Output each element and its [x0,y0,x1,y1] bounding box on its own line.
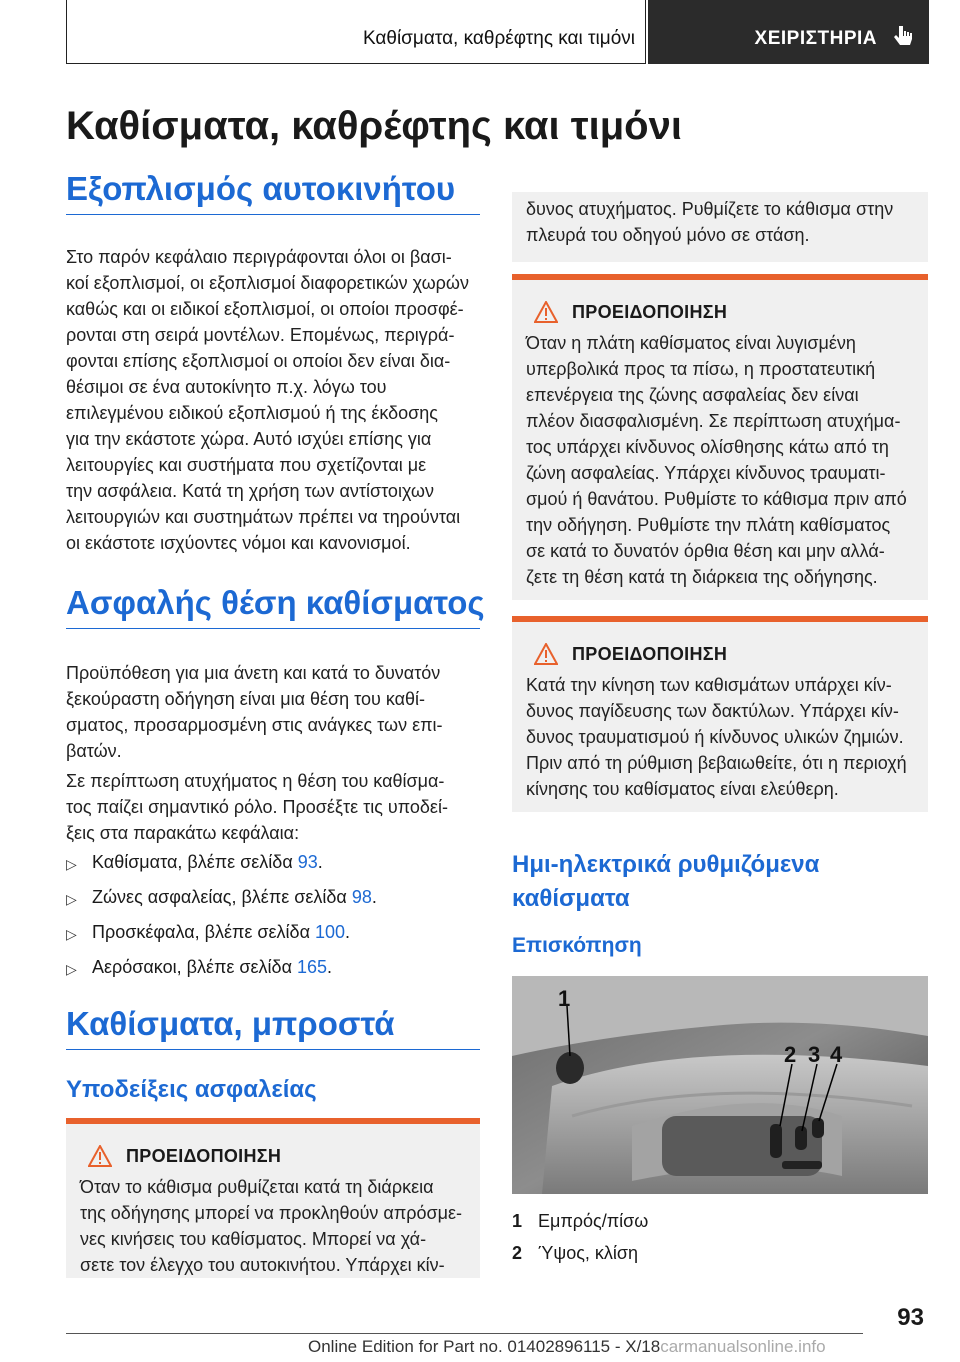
header-chapter-title: Καθίσματα, καθρέφτης και τιμόνι [362,28,635,49]
list-item-end: . [327,957,333,977]
seat-position-paragraph-1 [66,660,480,764]
text-line: ξεις στα παρακάτω κεφάλαια: [66,823,300,843]
text-line: την οδήγηση. Ρυθμίστε την πλάτη καθίσματος [526,515,891,535]
subheading-overview: Επισκόπηση [512,934,642,957]
list-item [66,849,480,875]
triangle-bullet-icon: ▷ [66,961,77,977]
list-item-text: Προσκέφαλα, βλέπε σελίδα [92,922,315,942]
warning-box-3 [512,616,928,812]
callout-label: 3 [808,1042,821,1067]
page-link-98[interactable]: 98 [351,887,372,907]
text-line: λειτουργιών και συστημάτων πρέπει να τηρούνται [66,507,461,527]
section-heading-equipment: Εξοπλισμός αυτοκινήτου [66,170,480,215]
header-section-label: ΧΕΙΡΙΣΤΗΡΙΑ [754,28,877,49]
list-item [66,884,480,910]
warning-box-1 [66,1118,480,1278]
callout-label: 1 [558,986,571,1011]
text-line: βατών. [66,741,122,761]
legend-text: Ύψος, κλίση [538,1243,639,1263]
text-line: υπερβολικά προς τα πίσω, η προστατευτική [526,359,876,379]
text-line: φονται επίσης εξοπλισμοί οι οποίοι δεν είναι δια- [66,351,451,371]
text-line: επιλεγμένου ειδικού εξοπλισμού ή της έκδοσης [66,403,438,423]
watermark: carmanualsonline.info [660,1337,826,1356]
text-line: κίνησης του καθίσματος είναι ελεύθερη. [526,779,839,799]
section-heading-seat-position: Ασφαλής θέση καθίσματος [66,584,480,629]
page-title: Καθίσματα, καθρέφτης και τιμόνι [66,104,682,148]
text-line: δυνος παγίδευσης των δακτύλων. Υπάρχει κίν- [526,701,899,721]
text-line: Κατά την κίνηση των καθισμάτων υπάρχει κίν- [526,675,892,695]
legend-number: 2 [512,1243,523,1263]
subheading-semi-electric-seats [512,848,819,916]
text-line: τος υπάρχει κίνδυνος ολίσθησης κάτω από τη [526,437,889,457]
header-section-tab [648,0,929,64]
text-line: Προϋπόθεση για μια άνετη και κατά το δυνατόν [66,663,441,683]
text-line: οι εκάστοτε ισχύοντες νόμοι και κανονισμοί. [66,533,411,553]
text-line: ζώνη ασφαλείας. Υπάρχει κίνδυνος τραυματι- [526,463,886,483]
footer-edition [308,1337,826,1357]
triangle-bullet-icon: ▷ [66,891,77,907]
page-number: 93 [897,1304,924,1331]
seat-position-paragraph-2 [66,768,480,846]
edition-text: Online Edition for Part no. 01402896115 - X/18 [308,1337,661,1356]
list-item-end: . [317,852,323,872]
section-heading-front-seats: Καθίσματα, μπροστά [66,1005,480,1050]
list-item-text: Ζώνες ασφαλείας, βλέπε σελίδα [92,887,352,907]
text-line: λειτουργίες και συστήματα που σχετίζονται με [66,455,427,475]
text-line: ρονται στη σειρά μοντέλων. Επομένως, περιγρά- [66,325,455,345]
text-line: καθίσματα [512,885,630,912]
text-line: την ασφάλεια. Κατά τη χρήση των αντίστοιχων [66,481,434,501]
equipment-paragraph [66,244,480,556]
text-line: σμού ή θανάτου. Ρυθμίστε το κάθισμα πριν από [526,489,907,509]
text-line: Ημι-ηλεκτρικά ρυθμιζόμενα [512,851,820,878]
list-item [66,954,480,980]
list-item-text: Καθίσματα, βλέπε σελίδα [92,852,298,872]
callout-label: 2 [784,1042,797,1067]
list-item-text: Αερόσακοι, βλέπε σελίδα [92,957,297,977]
text-line: πλέον διασφαλισμένη. Σε περίπτωση ατυχήμα- [526,411,901,431]
footer-divider [66,1333,863,1334]
warning-continuation-box [512,192,928,262]
triangle-bullet-icon: ▷ [66,856,77,872]
text-line: δυνος ατυχήματος. Ρυθμίζετε το κάθισμα στην [526,199,894,219]
text-line: τος παίζει σημαντικό ρόλο. Προσέξτε τις υποδεί- [66,797,448,817]
warning-text [526,196,914,248]
text-line: καθώς και οι ειδικοί εξοπλισμοί, οι οποίοι προσφέ- [66,299,464,319]
page-link-165[interactable]: 165 [296,957,328,977]
warning-triangle-icon [534,643,558,665]
legend-text: Εμπρός/πίσω [538,1211,649,1231]
subheading-safety-notes: Υποδείξεις ασφαλείας [66,1076,317,1103]
text-line: σματος, προσαρμοσμένη στις ανάγκες των επι- [66,715,443,735]
text-line: κοί εξοπλισμοί, οι εξοπλισμοί διαφορετικών χωρών [66,273,469,293]
warning-triangle-icon [88,1145,112,1167]
legend-item [512,1208,648,1234]
warning-triangle-icon [534,301,558,323]
legend-number: 1 [512,1211,523,1231]
warning-text [80,1174,466,1278]
text-line: Όταν το κάθισμα ρυθμίζεται κατά τη διάρκεια [80,1177,434,1197]
list-item [66,919,480,945]
header-chapter-box [66,0,646,64]
text-line: Πριν από τη ρύθμιση βεβαιωθείτε, ότι η περιοχή [526,753,907,773]
page-link-100[interactable]: 100 [314,922,346,942]
text-line: επενέργεια της ζώνης ασφαλείας δεν είναι [526,385,859,405]
text-line: θέσιμοι σε ένα αυτοκίνητο π.χ. λόγω του [66,377,387,397]
warning-text [526,672,914,802]
text-line: σετε τον έλεγχο του αυτοκινήτου. Υπάρχει κίν- [80,1255,445,1275]
warning-title: ΠΡΟΕΙΔΟΠΟΙΗΣΗ [572,301,728,322]
text-line: ζετε τη θέση κατά τη διάρκεια της οδήγησης. [526,567,878,587]
text-line: της οδήγησης μπορεί να προκληθούν απρόσμε- [80,1203,462,1223]
triangle-bullet-icon: ▷ [66,926,77,942]
legend-item [512,1240,638,1266]
seat-controls-photo [512,976,928,1194]
text-line: ξεκούραστη οδήγηση είναι μια θέση του καθί- [66,689,426,709]
page-link-93[interactable]: 93 [297,852,318,872]
list-item-end: . [371,887,377,907]
text-line: Στο παρόν κεφάλαιο περιγράφονται όλοι οι βασι- [66,247,452,267]
warning-box-2 [512,274,928,600]
text-line: σε κατά το δυνατόν όρθια θέση και μην αλλά- [526,541,885,561]
cross-reference-list [66,849,480,989]
callout-label: 4 [830,1042,843,1067]
warning-title: ΠΡΟΕΙΔΟΠΟΙΗΣΗ [572,643,728,664]
text-line: νες κινήσεις του καθίσματος. Μπορεί να χά- [80,1229,427,1249]
warning-title: ΠΡΟΕΙΔΟΠΟΙΗΣΗ [126,1145,282,1166]
list-item-end: . [345,922,351,942]
text-line: πλευρά του οδηγού μόνο σε στάση. [526,225,810,245]
pointing-hand-icon [891,24,917,50]
text-line: Σε περίπτωση ατυχήματος η θέση του καθίσμα- [66,771,445,791]
text-line: για την εκάστοτε χώρα. Αυτό ισχύει επίσης για [66,429,432,449]
text-line: δυνος τραυματισμού ή κίνδυνος υλικών ζημιών. [526,727,904,747]
warning-text [526,330,914,590]
text-line: Όταν η πλάτη καθίσματος είναι λυγισμένη [526,333,856,353]
